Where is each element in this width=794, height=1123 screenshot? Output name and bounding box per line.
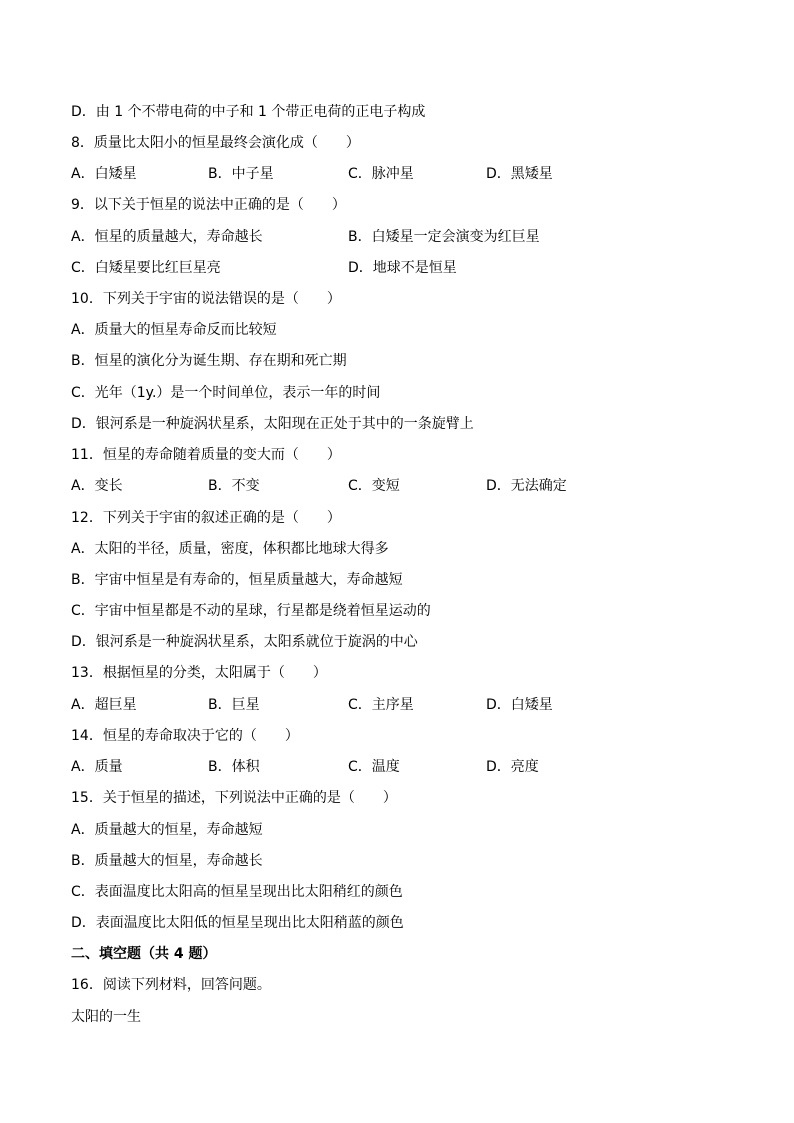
q13-option-b: B．巨星: [208, 697, 260, 713]
q14-option-b: B．体积: [208, 759, 260, 775]
q9-option-a: A．恒星的质量越大，寿命越长: [71, 229, 263, 245]
q7-option-d: D．由 1 个不带电荷的中子和 1 个带正电荷的正电子构成: [71, 104, 426, 120]
q15-option-c: C．表面温度比太阳高的恒星呈现出比太阳稍红的颜色: [71, 884, 403, 900]
q14-option-c: C．温度: [348, 759, 400, 775]
question-13: 13．根据恒星的分类，太阳属于（ ）: [71, 665, 327, 681]
question-12: 12．下列关于宇宙的叙述正确的是（ ）: [71, 510, 341, 526]
q8-option-c: C．脉冲星: [348, 166, 414, 182]
q8-option-a: A．白矮星: [71, 166, 137, 182]
q10-option-d: D．银河系是一种旋涡状星系，太阳现在正处于其中的一条旋臂上: [71, 416, 474, 432]
question-11: 11．恒星的寿命随着质量的变大而（ ）: [71, 447, 341, 463]
question-8: 8．质量比太阳小的恒星最终会演化成（ ）: [71, 135, 360, 151]
q16-material-title: 太阳的一生: [71, 1009, 141, 1025]
q10-option-c: C．光年（1y.）是一个时间单位，表示一年的时间: [71, 385, 381, 401]
q11-option-d: D．无法确定: [486, 478, 567, 494]
q11-option-b: B．不变: [208, 478, 260, 494]
q15-option-d: D．表面温度比太阳低的恒星呈现出比太阳稍蓝的颜色: [71, 915, 404, 931]
section-heading-fill-in: 二、填空题（共 4 题）: [71, 946, 217, 962]
q14-option-a: A．质量: [71, 759, 123, 775]
question-15: 15．关于恒星的描述，下列说法中正确的是（ ）: [71, 790, 397, 806]
q12-option-b: B．宇宙中恒星是有寿命的，恒星质量越大，寿命越短: [71, 572, 403, 588]
q15-option-b: B．质量越大的恒星，寿命越长: [71, 853, 263, 869]
q13-option-a: A．超巨星: [71, 697, 137, 713]
q8-option-d: D．黑矮星: [486, 166, 553, 182]
q8-option-b: B．中子星: [208, 166, 274, 182]
q13-option-c: C．主序星: [348, 697, 414, 713]
q12-option-d: D．银河系是一种旋涡状星系，太阳系就位于旋涡的中心: [71, 634, 418, 650]
q9-option-b: B．白矮星一定会演变为红巨星: [348, 229, 540, 245]
q11-option-a: A．变长: [71, 478, 123, 494]
q13-option-d: D．白矮星: [486, 697, 553, 713]
question-16: 16．阅读下列材料，回答问题。: [71, 977, 271, 993]
question-9: 9．以下关于恒星的说法中正确的是（ ）: [71, 197, 346, 213]
question-10: 10．下列关于宇宙的说法错误的是（ ）: [71, 291, 341, 307]
q12-option-c: C．宇宙中恒星都是不动的星球，行星都是绕着恒星运动的: [71, 603, 431, 619]
q9-option-c: C．白矮星要比红巨星亮: [71, 260, 221, 276]
q14-option-d: D．亮度: [486, 759, 539, 775]
q15-option-a: A．质量越大的恒星，寿命越短: [71, 822, 263, 838]
q12-option-a: A．太阳的半径，质量，密度，体积都比地球大得多: [71, 541, 389, 557]
q11-option-c: C．变短: [348, 478, 400, 494]
q10-option-a: A．质量大的恒星寿命反而比较短: [71, 322, 277, 338]
q10-option-b: B．恒星的演化分为诞生期、存在期和死亡期: [71, 353, 347, 369]
question-14: 14．恒星的寿命取决于它的（ ）: [71, 728, 299, 744]
q9-option-d: D．地球不是恒星: [348, 260, 457, 276]
